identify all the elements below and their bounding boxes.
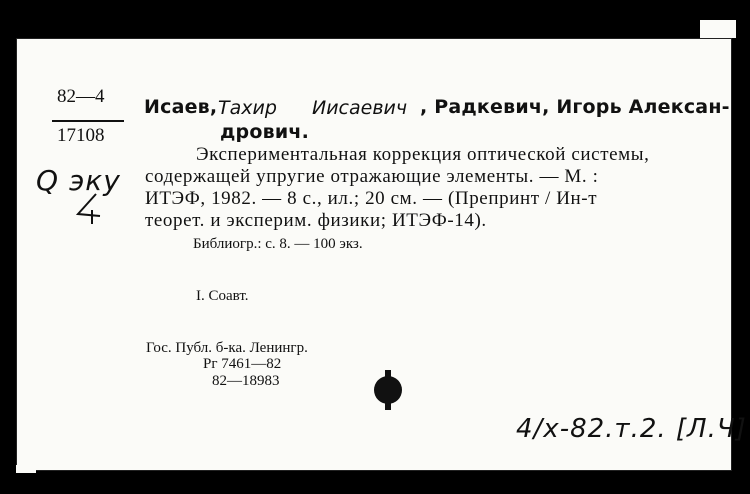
call-number-top: 82—4 — [57, 86, 105, 107]
handwritten-bracket-icon — [70, 190, 110, 230]
library-line: Рг 7461—82 — [203, 356, 282, 372]
title-line: содержащей упругие отражающие элементы. — М. : — [145, 166, 599, 187]
author-rest-line2: дрович. — [220, 121, 309, 143]
handwritten-shelf-mark: 4/x-82.т.2. [Л.Ч] — [516, 414, 747, 444]
author-handwritten-patronymic: Иисаевич — [312, 97, 408, 119]
author-surname: Исаев, — [144, 96, 218, 118]
author-rest: , Радкевич, Игорь Алексан- — [420, 96, 730, 118]
title-line: теорет. и эксперим. физики; ИТЭФ-14). — [145, 210, 487, 231]
call-number-rule — [52, 120, 124, 122]
bibliography-note: Библиогр.: с. 8. — 100 экз. — [193, 236, 363, 252]
scan-edge — [16, 465, 36, 473]
library-line: Гос. Публ. б-ка. Ленингр. — [146, 340, 308, 356]
author-handwritten-first: Тахир — [218, 97, 277, 119]
library-line: 82—18983 — [212, 373, 280, 389]
punch-hole-icon — [366, 368, 410, 412]
call-number-bottom: 17108 — [57, 125, 105, 146]
scan-edge — [700, 20, 736, 38]
title-line: ИТЭФ, 1982. — 8 с., ил.; 20 см. — (Препринт / Ин-т — [145, 188, 598, 209]
title-line: Экспериментальная коррекция оптической системы, — [196, 144, 650, 165]
tracing-note: I. Соавт. — [196, 288, 249, 304]
handwritten-mark: Q эку — [36, 164, 121, 197]
